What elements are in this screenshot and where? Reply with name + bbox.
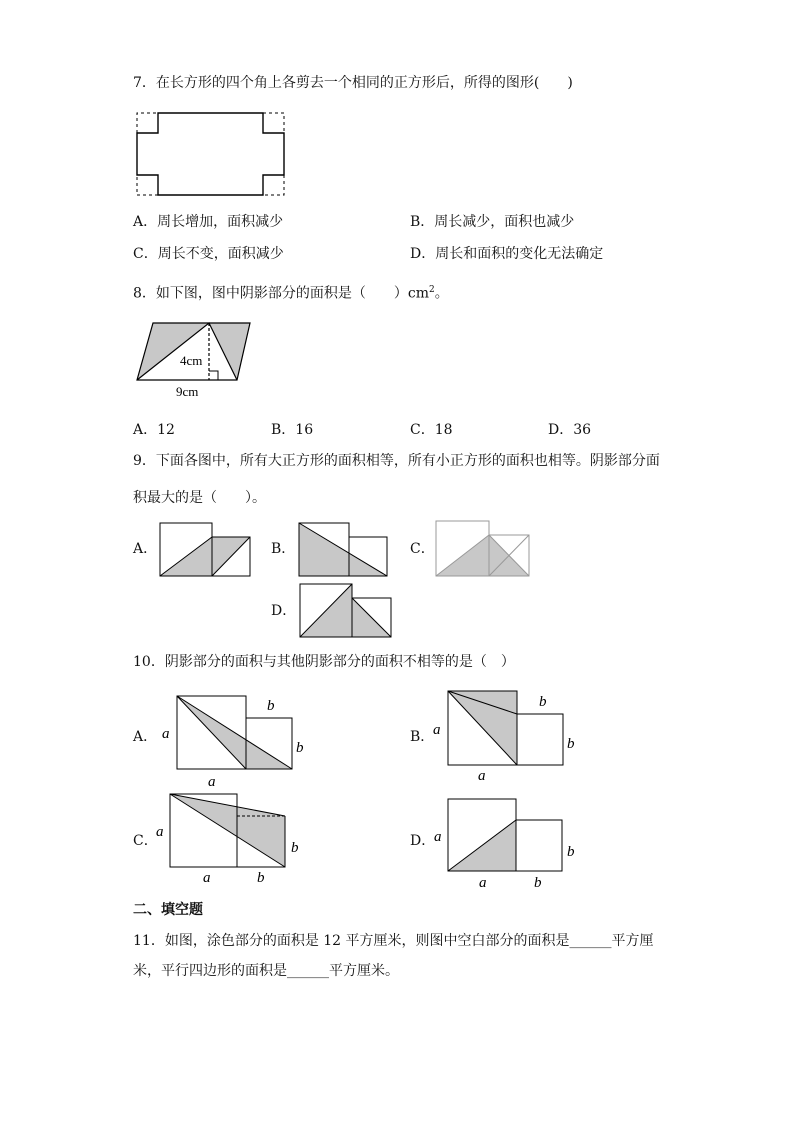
q10-option-b[interactable]: B． [410, 729, 435, 745]
q10b-label-a-bottom: a [478, 768, 486, 784]
q9-figure-d [299, 583, 394, 639]
q9-figure-a [159, 522, 252, 577]
q9-stem-line2: 积最大的是（ ）。 [133, 490, 266, 506]
q7-option-a[interactable]: A．周长增加，面积减少 [133, 214, 284, 230]
q7-stem: 7．在长方形的四个角上各剪去一个相同的正方形后，所得的图形( ) [133, 75, 573, 91]
q10-figure-d [430, 795, 580, 895]
q10c-label-a-side: a [156, 824, 164, 840]
q10c-label-a-bottom: a [203, 870, 211, 886]
q8-option-c[interactable]: C．18 [410, 422, 453, 438]
q10-figure-b [430, 686, 580, 786]
section-title-fill-blank: 二、填空题 [133, 902, 203, 918]
q8-option-a[interactable]: A．12 [133, 422, 175, 438]
q9-option-b[interactable]: B． [271, 541, 296, 557]
q10-option-d[interactable]: D． [410, 833, 436, 849]
q7-option-d[interactable]: D．周长和面积的变化无法确定 [410, 246, 604, 262]
q10d-label-b-side: b [567, 844, 575, 860]
q10c-label-b-bottom: b [257, 870, 265, 886]
q10d-label-a-side: a [434, 829, 442, 845]
q10-option-a[interactable]: A． [133, 729, 158, 745]
q7-option-c[interactable]: C．周长不变，面积减少 [133, 246, 284, 262]
q10d-label-b-bottom: b [534, 875, 542, 891]
q8-base-label: 9cm [176, 384, 199, 399]
q10-figure-c [152, 790, 307, 890]
q9-stem-line1: 9．下面各图中，所有大正方形的面积相等，所有小正方形的面积也相等。阴影部分面 [133, 453, 660, 469]
q7-option-b[interactable]: B．周长减少，面积也减少 [410, 214, 575, 230]
q9-figure-c [435, 520, 531, 577]
q10a-label-b-top: b [267, 698, 275, 714]
q10b-label-a-side: a [433, 722, 441, 738]
q7-cut-rectangle-figure [136, 112, 286, 197]
q10-stem: 10．阴影部分的面积与其他阴影部分的面积不相等的是（ ） [133, 654, 515, 670]
q10a-label-b-side: b [296, 740, 304, 756]
q9-option-d[interactable]: D． [271, 603, 297, 619]
q10b-label-b-top: b [539, 694, 547, 710]
q8-height-label: 4cm [180, 353, 203, 368]
q9-figure-b [298, 522, 390, 577]
q10-figure-a [158, 690, 308, 790]
q10d-label-a-bottom: a [479, 875, 487, 891]
q11-line2: 米，平行四边形的面积是______平方厘米。 [133, 963, 399, 979]
q8-parallelogram-figure [136, 322, 254, 400]
q8-stem: 8．如下图，图中阴影部分的面积是（ ）$cm^2$。 [133, 285, 449, 302]
q9-option-c[interactable]: C． [410, 541, 435, 557]
q8-option-d[interactable]: D．36 [548, 422, 592, 438]
q10c-label-b-side: b [291, 840, 299, 856]
q9-option-a[interactable]: A． [133, 541, 158, 557]
q10a-label-a-side: a [162, 726, 170, 742]
q10-option-c[interactable]: C． [133, 833, 158, 849]
q11-line1: 11．如图，涂色部分的面积是 12 平方厘米，则图中空白部分的面积是______平方厘 [133, 933, 654, 949]
q10a-label-a-bottom: a [208, 774, 216, 790]
q10b-label-b-side: b [567, 736, 575, 752]
q8-option-b[interactable]: B．16 [271, 422, 314, 438]
